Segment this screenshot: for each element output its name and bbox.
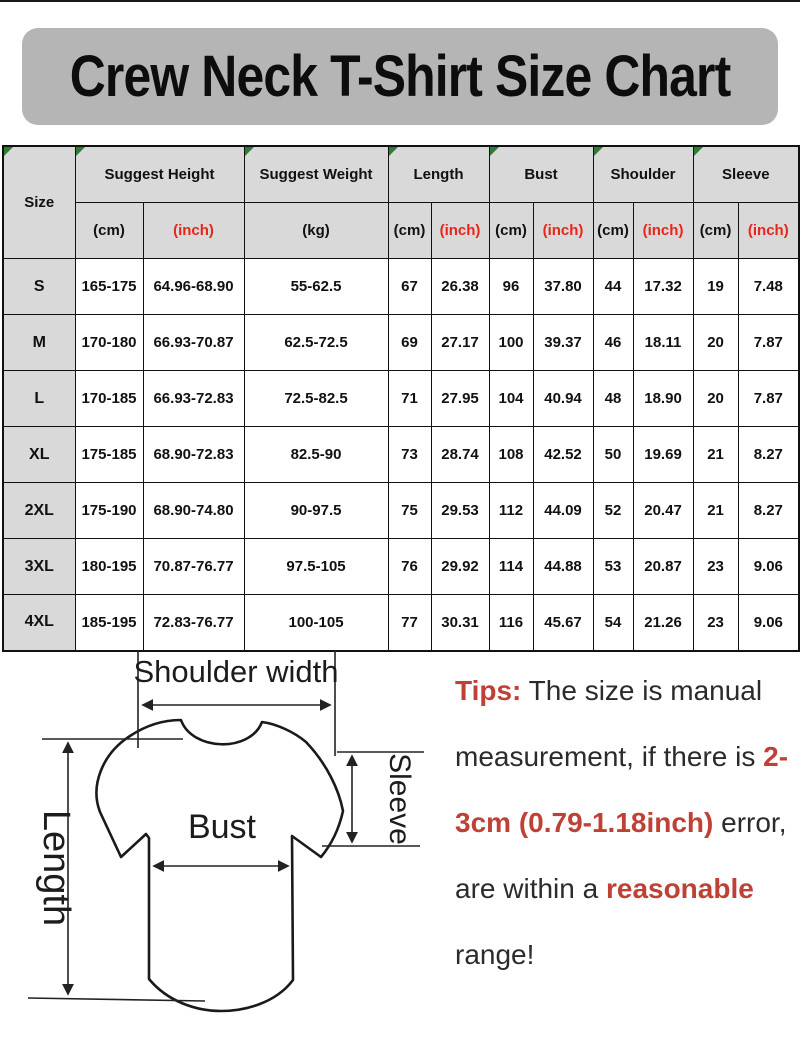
- table-row: [3, 483, 799, 539]
- data-cell: 100: [489, 315, 533, 371]
- size-cell: 3XL: [3, 539, 75, 595]
- unit-header-cell: (inch): [633, 203, 693, 259]
- unit-header-cell: (inch): [143, 203, 244, 259]
- col-header-suggest-weight: Suggest Weight: [244, 146, 388, 203]
- length-label: Length: [35, 809, 77, 927]
- size-cell: L: [3, 371, 75, 427]
- data-cell: 82.5-90: [244, 427, 388, 483]
- data-cell: 66.93-72.83: [143, 371, 244, 427]
- col-header-length: Length: [388, 146, 489, 203]
- data-cell: 19: [693, 259, 738, 315]
- table-row: [3, 539, 799, 595]
- tips-text: measurement, if there is: [455, 741, 764, 772]
- data-cell: 45.67: [533, 595, 593, 651]
- data-cell: 37.80: [533, 259, 593, 315]
- data-cell: 44.09: [533, 483, 593, 539]
- data-cell: 19.69: [633, 427, 693, 483]
- data-cell: 69: [388, 315, 431, 371]
- data-cell: 46: [593, 315, 633, 371]
- table-row: [3, 259, 799, 315]
- size-cell: 4XL: [3, 595, 75, 651]
- tips-line: [455, 790, 795, 856]
- data-cell: 29.92: [431, 539, 489, 595]
- table-row: [3, 427, 799, 483]
- top-border-line: [0, 0, 800, 2]
- data-cell: 28.74: [431, 427, 489, 483]
- size-cell: XL: [3, 427, 75, 483]
- data-cell: 165-175: [75, 259, 143, 315]
- data-cell: 48: [593, 371, 633, 427]
- bust-label: Bust: [187, 808, 257, 846]
- title-banner: [22, 28, 778, 125]
- data-cell: 21.26: [633, 595, 693, 651]
- shoulder-width-label: Shoulder width: [133, 654, 339, 689]
- tshirt-diagram-svg: [0, 648, 445, 1040]
- data-cell: 20.47: [633, 483, 693, 539]
- data-cell: 27.95: [431, 371, 489, 427]
- data-cell: 53: [593, 539, 633, 595]
- data-cell: 68.90-74.80: [143, 483, 244, 539]
- tips-text-block: [455, 648, 795, 1040]
- tips-text: are within a: [455, 873, 606, 904]
- data-cell: 76: [388, 539, 431, 595]
- data-cell: 71: [388, 371, 431, 427]
- data-cell: 9.06: [738, 539, 799, 595]
- data-cell: 90-97.5: [244, 483, 388, 539]
- data-cell: 50: [593, 427, 633, 483]
- tips-highlight-text: reasonable: [605, 873, 754, 904]
- data-cell: 8.27: [738, 483, 799, 539]
- data-cell: 21: [693, 427, 738, 483]
- tips-line: [455, 856, 795, 922]
- unit-header-cell: (inch): [533, 203, 593, 259]
- size-cell: S: [3, 259, 75, 315]
- bottom-section: [0, 648, 800, 1040]
- data-cell: 185-195: [75, 595, 143, 651]
- header-row-units: [3, 203, 799, 259]
- data-cell: 21: [693, 483, 738, 539]
- data-cell: 7.87: [738, 371, 799, 427]
- data-cell: 8.27: [738, 427, 799, 483]
- data-cell: 17.32: [633, 259, 693, 315]
- tips-text: error,: [713, 807, 787, 838]
- data-cell: 72.83-76.77: [143, 595, 244, 651]
- data-cell: 72.5-82.5: [244, 371, 388, 427]
- unit-header-cell: (inch): [738, 203, 799, 259]
- table-row: [3, 371, 799, 427]
- unit-header-cell: (cm): [388, 203, 431, 259]
- page-title: Crew Neck T-Shirt Size Chart: [69, 44, 731, 109]
- col-header-shoulder: Shoulder: [593, 146, 693, 203]
- tips-text: range!: [455, 939, 535, 970]
- data-cell: 29.53: [431, 483, 489, 539]
- data-cell: 73: [388, 427, 431, 483]
- data-cell: 23: [693, 539, 738, 595]
- tips-text: The size is manual: [521, 675, 763, 706]
- data-cell: 108: [489, 427, 533, 483]
- data-cell: 67: [388, 259, 431, 315]
- data-cell: 20: [693, 315, 738, 371]
- tips-line: [455, 724, 795, 790]
- data-cell: 175-190: [75, 483, 143, 539]
- data-cell: 27.17: [431, 315, 489, 371]
- data-cell: 23: [693, 595, 738, 651]
- data-cell: 116: [489, 595, 533, 651]
- header-row-groups: [3, 146, 799, 203]
- data-cell: 44.88: [533, 539, 593, 595]
- tips-line: [455, 922, 795, 988]
- table-row: [3, 315, 799, 371]
- data-cell: 18.11: [633, 315, 693, 371]
- data-cell: 62.5-72.5: [244, 315, 388, 371]
- data-cell: 54: [593, 595, 633, 651]
- col-header-suggest-height: Suggest Height: [75, 146, 244, 203]
- data-cell: 7.48: [738, 259, 799, 315]
- unit-header-cell: (cm): [75, 203, 143, 259]
- data-cell: 52: [593, 483, 633, 539]
- tshirt-measurement-diagram: [0, 648, 445, 1040]
- data-cell: 175-185: [75, 427, 143, 483]
- data-cell: 75: [388, 483, 431, 539]
- data-cell: 42.52: [533, 427, 593, 483]
- data-cell: 9.06: [738, 595, 799, 651]
- data-cell: 114: [489, 539, 533, 595]
- unit-header-cell: (inch): [431, 203, 489, 259]
- tips-highlight-text: 3cm (0.79-1.18inch): [455, 807, 714, 838]
- data-cell: 18.90: [633, 371, 693, 427]
- sleeve-label: Sleeve: [383, 753, 416, 845]
- data-cell: 66.93-70.87: [143, 315, 244, 371]
- length-guide-bottom: [28, 998, 205, 1001]
- data-cell: 20.87: [633, 539, 693, 595]
- data-cell: 180-195: [75, 539, 143, 595]
- data-cell: 112: [489, 483, 533, 539]
- data-cell: 64.96-68.90: [143, 259, 244, 315]
- data-cell: 20: [693, 371, 738, 427]
- data-cell: 44: [593, 259, 633, 315]
- data-cell: 170-185: [75, 371, 143, 427]
- data-cell: 97.5-105: [244, 539, 388, 595]
- tips-line: [455, 658, 795, 724]
- unit-header-cell: (cm): [593, 203, 633, 259]
- data-cell: 96: [489, 259, 533, 315]
- data-cell: 70.87-76.77: [143, 539, 244, 595]
- data-cell: 170-180: [75, 315, 143, 371]
- unit-header-cell: (cm): [693, 203, 738, 259]
- col-header-size: Size: [3, 146, 75, 259]
- col-header-bust: Bust: [489, 146, 593, 203]
- size-chart-table: [2, 145, 800, 652]
- data-cell: 77: [388, 595, 431, 651]
- unit-header-cell: (cm): [489, 203, 533, 259]
- data-cell: 7.87: [738, 315, 799, 371]
- data-cell: 40.94: [533, 371, 593, 427]
- tips-highlight-text: Tips:: [455, 675, 522, 706]
- unit-header-cell: (kg): [244, 203, 388, 259]
- data-cell: 55-62.5: [244, 259, 388, 315]
- size-cell: M: [3, 315, 75, 371]
- size-cell: 2XL: [3, 483, 75, 539]
- data-cell: 100-105: [244, 595, 388, 651]
- tips-highlight-text: 2-: [763, 741, 789, 772]
- data-cell: 68.90-72.83: [143, 427, 244, 483]
- data-cell: 104: [489, 371, 533, 427]
- data-cell: 26.38: [431, 259, 489, 315]
- col-header-sleeve: Sleeve: [693, 146, 799, 203]
- table-row: [3, 595, 799, 651]
- data-cell: 30.31: [431, 595, 489, 651]
- data-cell: 39.37: [533, 315, 593, 371]
